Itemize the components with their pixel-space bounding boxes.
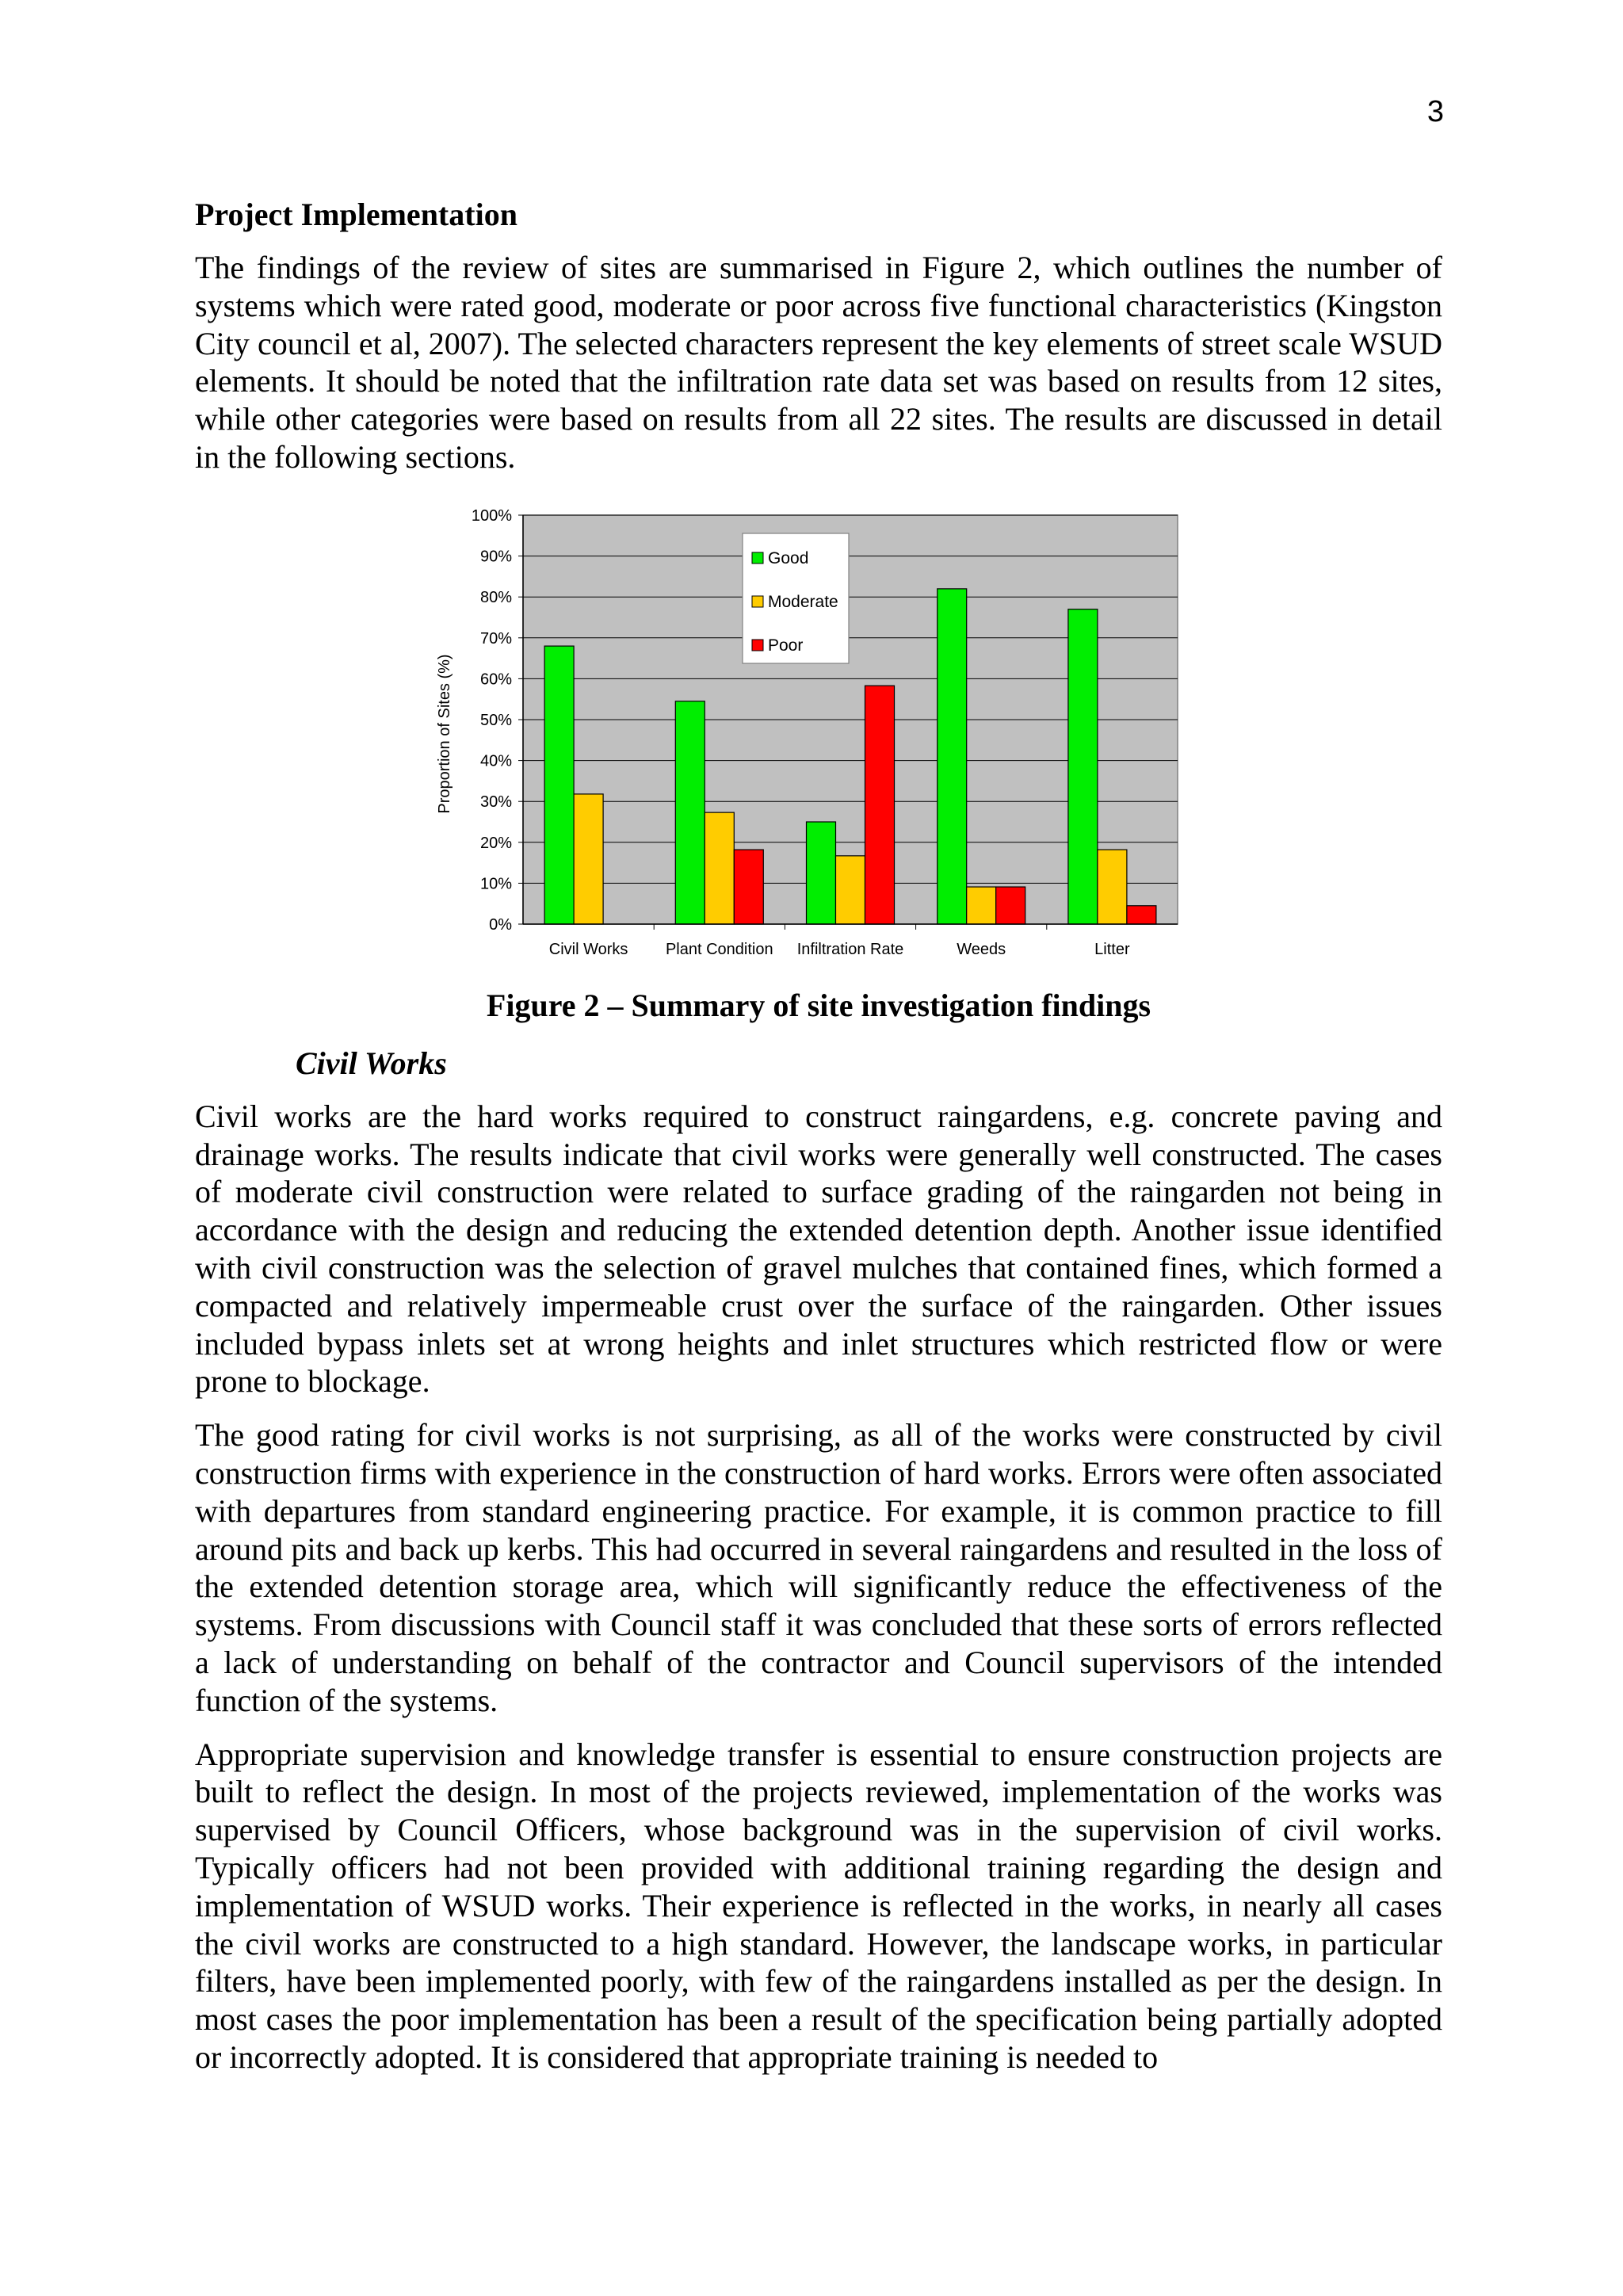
y-tick-label: 10%: [479, 875, 512, 893]
x-category-label: Civil Works: [548, 940, 628, 958]
legend-swatch-good: [752, 552, 763, 563]
x-category-label: Infiltration Rate: [796, 940, 904, 958]
legend-label-good: Good: [768, 548, 809, 567]
bar-good: [544, 646, 574, 924]
bar-poor: [1127, 906, 1156, 924]
legend-label-poor: Poor: [768, 636, 804, 655]
x-category-label: Plant Condition: [665, 940, 773, 958]
bar-poor: [734, 850, 763, 924]
bar-good: [807, 822, 836, 924]
page-content: [195, 197, 1442, 2092]
figure-caption: Figure 2 – Summary of site investigation findings: [486, 987, 1151, 1023]
bar-moderate: [836, 856, 865, 924]
y-tick-label: 50%: [479, 711, 512, 729]
bar-good: [1068, 609, 1098, 923]
y-tick-label: 30%: [479, 793, 512, 811]
x-category-label: Weeds: [957, 940, 1006, 958]
legend-swatch-poor: [752, 640, 763, 651]
bar-good: [675, 701, 705, 924]
y-tick-label: 90%: [479, 548, 512, 566]
x-category-label: Litter: [1094, 940, 1130, 958]
y-tick-label: 70%: [479, 629, 512, 648]
bar-moderate: [574, 794, 603, 924]
page-number: 3: [1426, 95, 1444, 128]
y-tick-label: 0%: [489, 915, 512, 934]
bar-moderate: [1098, 850, 1127, 924]
legend-swatch-moderate: [752, 596, 763, 607]
bar-poor: [996, 887, 1025, 924]
paragraph: Appropriate supervision and knowledge transfer is essential to ensure construction projects are built to reflect the design. In most of the projects reviewed, implementation of the works was supervised by Council Officers, whose background was in the supervision of civil works. Typically officers had not been provided with additional training regarding the design and implementation of WSUD works. Their experience is reflected in the works, in nearly all cases the civil works are constructed to a high standard. However, the landscape works, in particular filters, have been implemented poorly, with few of the raingardens installed as per the design. In most cases the poor implementation has been a result of the specification being partially adopted or incorrectly adopted. It is considered that appropriate training is needed to: [195, 1736, 1442, 2075]
bar-moderate: [967, 887, 996, 924]
bar-good: [938, 589, 967, 924]
y-tick-label: 60%: [479, 670, 512, 689]
y-tick-label: 20%: [479, 834, 512, 852]
legend-label-moderate: Moderate: [768, 592, 838, 611]
bar-chart: [195, 492, 1442, 984]
bar-moderate: [705, 812, 734, 924]
y-axis-label: Proportion of Sites (%): [436, 654, 453, 814]
y-tick-label: 40%: [479, 752, 512, 770]
intro-paragraph: The findings of the review of sites are summarised in Figure 2, which outlines the number of systems which were rated good, moderate or poor across five functional characteristics (Kingston City council et al, 2007). The selected characters represent the key elements of street scale WSUD elements. It should be noted that the infiltration rate data set was based on results from 12 sites, while other categories were based on results from all 22 sites. The results are discussed in detail in the following sections.: [195, 250, 1442, 475]
section-heading: Project Implementation: [195, 197, 517, 232]
paragraph: Civil works are the hard works required to construct raingardens, e.g. concrete paving and drainage works. The results indicate that civil works were generally well constructed. The cases of moderate civil construction were related to surface grading of the raingarden not being in accordance with the design and reducing the extended detention depth. Another issue identified with civil construction was the selection of gravel mulches that contained fines, which formed a compacted and relatively impermeable crust over the surface of the raingarden. Other issues included bypass inlets set at wrong heights and inlet structures which restricted flow or were prone to blockage.: [195, 1098, 1442, 1400]
subsection-heading: Civil Works: [296, 1045, 447, 1081]
paragraph: The good rating for civil works is not surprising, as all of the works were constructed by civil construction firms with experience in the construction of hard works. Errors were often associated with departures from standard engineering practice. For example, it is common practice to fill around pits and back up kerbs. This had occurred in several raingardens and resulted in the loss of the extended detention storage area, which will significantly reduce the effectiveness of the systems. From discussions with Council staff it was concluded that these sorts of errors reflected a lack of understanding on behalf of the contractor and Council supervisors of the intended function of the systems.: [195, 1417, 1442, 1718]
figure-2: [195, 492, 1442, 1039]
bar-poor: [865, 686, 895, 924]
y-tick-label: 80%: [479, 588, 512, 606]
y-tick-label: 100%: [471, 506, 512, 525]
